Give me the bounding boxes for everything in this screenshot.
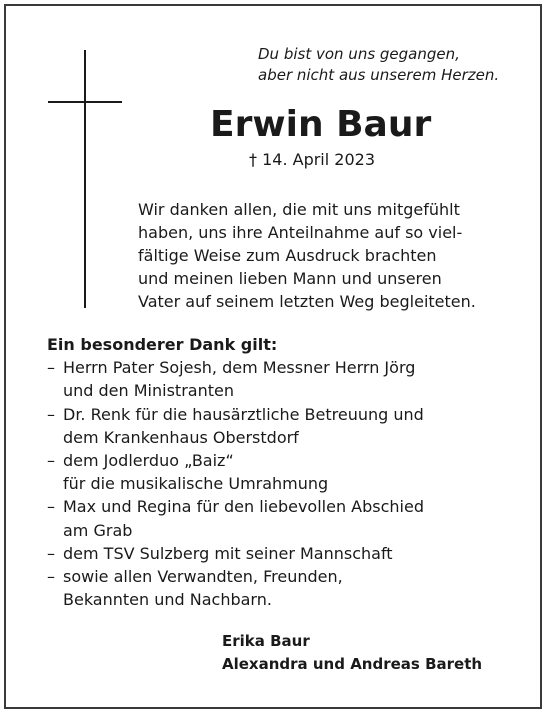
dash-bullet: – bbox=[47, 543, 55, 563]
signature-name: Erika Baur bbox=[222, 632, 310, 650]
dash-bullet: – bbox=[47, 404, 55, 424]
item-line: sowie allen Verwandten, Freunden, bbox=[63, 567, 343, 587]
motto-line: Du bist von uns gegangen, bbox=[258, 45, 460, 63]
item-line: dem Krankenhaus Oberstdorf bbox=[63, 427, 299, 447]
death-date-line bbox=[249, 149, 375, 171]
cross-icon-beam bbox=[48, 101, 122, 103]
death-date: 14. April 2023 bbox=[262, 150, 375, 169]
item-line: und den Ministranten bbox=[63, 381, 234, 401]
item-line: am Grab bbox=[63, 520, 133, 540]
item-line: für die musikalische Umrahmung bbox=[63, 474, 329, 494]
item-line: dem TSV Sulzberg mit seiner Mannschaft bbox=[63, 543, 393, 563]
signatures bbox=[222, 630, 482, 676]
dagger-icon: † bbox=[249, 150, 257, 169]
dash-bullet: – bbox=[47, 451, 55, 471]
motto-line: aber nicht aus unserem Herzen. bbox=[258, 66, 500, 84]
dash-bullet: – bbox=[47, 567, 55, 587]
item-line: Max und Regina für den liebevollen Abschied bbox=[63, 497, 424, 517]
special-thanks-item bbox=[47, 356, 424, 402]
special-thanks-item bbox=[47, 565, 424, 611]
thanks-line: Vater auf seinem letzten Weg begleiteten. bbox=[138, 292, 476, 311]
thanks-line: fältige Weise zum Ausdruck brachten bbox=[138, 246, 437, 265]
item-line: Dr. Renk für die hausärztliche Betreuung und bbox=[63, 404, 424, 424]
item-line: Bekannten und Nachbarn. bbox=[63, 590, 272, 610]
thanks-line: Wir danken allen, die mit uns mitgefühlt bbox=[138, 200, 460, 219]
special-thanks bbox=[47, 333, 424, 611]
thanks-line: haben, uns ihre Anteilnahme auf so viel- bbox=[138, 223, 463, 242]
special-thanks-item bbox=[47, 495, 424, 541]
thanks-paragraph bbox=[138, 198, 476, 313]
signature-name: Alexandra und Andreas Bareth bbox=[222, 655, 483, 673]
special-thanks-item bbox=[47, 449, 424, 495]
special-thanks-heading: Ein besonderer Dank gilt: bbox=[47, 335, 278, 354]
cross-icon bbox=[84, 50, 86, 308]
dash-bullet: – bbox=[47, 358, 55, 378]
dash-bullet: – bbox=[47, 497, 55, 517]
item-line: Herrn Pater Sojesh, dem Messner Herrn Jörg bbox=[63, 358, 416, 378]
special-thanks-item bbox=[47, 403, 424, 449]
special-thanks-item bbox=[47, 542, 424, 565]
item-line: dem Jodlerduo „Baiz“ bbox=[63, 451, 234, 471]
deceased-name: Erwin Baur bbox=[210, 104, 432, 145]
thanks-line: und meinen lieben Mann und unseren bbox=[138, 269, 442, 288]
motto-quote bbox=[258, 44, 499, 86]
